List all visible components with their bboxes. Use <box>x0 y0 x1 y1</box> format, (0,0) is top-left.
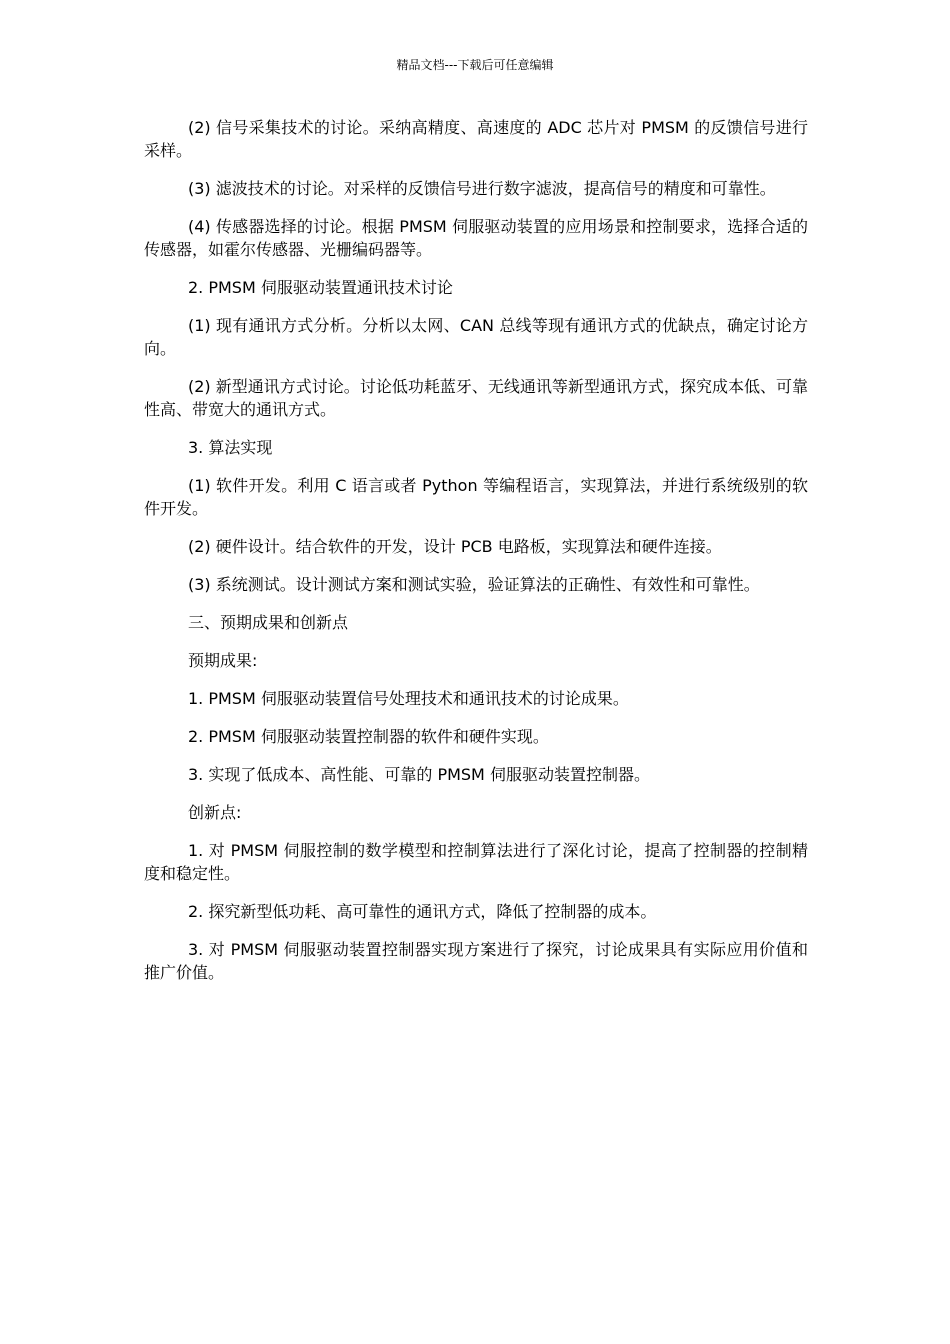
paragraph-sensor-selection: (4) 传感器选择的讨论。根据 PMSM 伺服驱动装置的应用场景和控制要求，选择合适的传感器，如霍尔传感器、光栅编码器等。 <box>144 217 808 259</box>
section-heading-outcomes: 三、预期成果和创新点 <box>188 613 349 632</box>
section-heading-algorithm: 3. 算法实现 <box>188 438 273 457</box>
list-item-innovation-3: 3. 对 PMSM 伺服驱动装置控制器实现方案进行了探究，讨论成果具有实际应用价值和推广价值。 <box>144 940 808 982</box>
page-header: 精品文档---下载后可任意编辑 <box>396 58 554 72</box>
paragraph-existing-communication: (1) 现有通讯方式分析。分析以太网、CAN 总线等现有通讯方式的优缺点，确定讨论方向。 <box>144 316 808 358</box>
paragraph-new-communication: (2) 新型通讯方式讨论。讨论低功耗蓝牙、无线通讯等新型通讯方式，探究成本低、可靠性高、带宽大的通讯方式。 <box>144 377 808 419</box>
list-item-result-2: 2. PMSM 伺服驱动装置控制器的软件和硬件实现。 <box>188 727 549 746</box>
subheading-expected-results: 预期成果: <box>188 651 258 670</box>
list-item-innovation-2: 2. 探究新型低功耗、高可靠性的通讯方式，降低了控制器的成本。 <box>188 902 657 921</box>
paragraph-filtering: (3) 滤波技术的讨论。对采样的反馈信号进行数字滤波，提高信号的精度和可靠性。 <box>188 179 776 198</box>
section-heading-communication: 2. PMSM 伺服驱动装置通讯技术讨论 <box>188 278 453 297</box>
list-item-result-1: 1. PMSM 伺服驱动装置信号处理技术和通讯技术的讨论成果。 <box>188 689 629 708</box>
paragraph-system-test: (3) 系统测试。设计测试方案和测试实验，验证算法的正确性、有效性和可靠性。 <box>188 575 760 594</box>
paragraph-software: (1) 软件开发。利用 C 语言或者 Python 等编程语言，实现算法，并进行系统级别的软件开发。 <box>144 476 808 518</box>
paragraph-hardware: (2) 硬件设计。结合软件的开发，设计 PCB 电路板，实现算法和硬件连接。 <box>188 537 722 556</box>
subheading-innovations: 创新点: <box>188 803 242 822</box>
list-item-innovation-1: 1. 对 PMSM 伺服控制的数学模型和控制算法进行了深化讨论，提高了控制器的控制精度和稳定性。 <box>144 841 808 883</box>
document-body <box>144 116 808 999</box>
list-item-result-3: 3. 实现了低成本、高性能、可靠的 PMSM 伺服驱动装置控制器。 <box>188 765 650 784</box>
paragraph-signal-acquisition: (2) 信号采集技术的讨论。采纳高精度、高速度的 ADC 芯片对 PMSM 的反馈信号进行采样。 <box>144 118 808 160</box>
